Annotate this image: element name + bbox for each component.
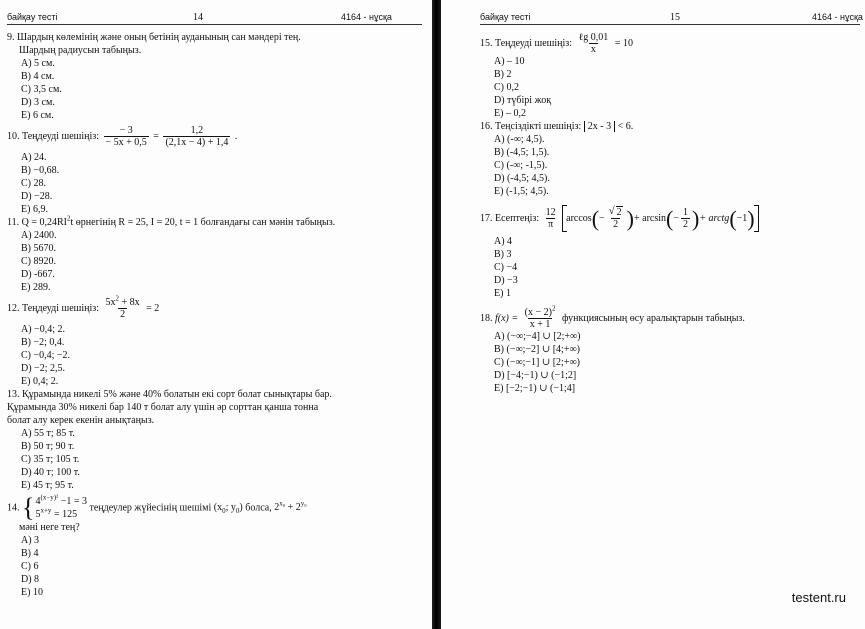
minus-sign: − [673,213,679,224]
sqrt-icon: √ [608,205,615,217]
option[interactable]: B) 2 [494,69,512,80]
option[interactable]: D) түбірі жоқ [494,95,552,106]
fraction-denominator: 2 [682,219,688,230]
pair-b: ; y [225,502,236,514]
subscript: 0 [235,507,240,516]
option[interactable]: E) (-1,5; 4,5). [494,186,549,197]
fraction-denominator: 2 [613,219,619,230]
option[interactable]: D) −3 [494,275,518,286]
fraction-denominator: (2,1x − 4) + 1,4 [165,137,229,148]
option[interactable]: C) 6 [21,561,39,572]
question-9-options [7,57,427,122]
fraction [523,304,558,330]
superscript: y₀ [300,499,307,508]
option[interactable]: A) (−∞;−4] ∪ [2;+∞) [494,331,581,342]
fraction-numerator: 1 [682,207,688,218]
question-18-tail: функциясының өсу аралықтарын табыңыз. [561,312,745,324]
option[interactable]: B) 4 см. [21,71,55,82]
fraction-numerator: 1,2 [190,125,204,136]
question-9-text-line1: 9. Шардың көлемінің және оның бетінің ауданының сан мәндері тең. [7,32,301,43]
question-13 [7,388,427,492]
option[interactable]: A) 55 т; 85 т. [21,428,75,439]
question-18-text [480,304,860,330]
question-13-text-line2: Құрамында 30% никелі бар 140 т болат алу үшін әр сорттан қанша тонна [7,402,319,413]
question-12 [7,294,427,388]
numerator-b: + 8x [119,297,140,308]
option[interactable]: A) – 10 [494,56,525,67]
option[interactable]: A) −0,4; 2. [21,324,65,335]
fraction-denominator: π [548,219,554,230]
question-14-bolsa: болса, [245,502,272,514]
option[interactable]: E) 6 см. [21,110,54,121]
arctg-argument: −1 [736,213,748,224]
question-10-options [7,151,427,216]
expr-b: + 2 [285,502,301,514]
option[interactable]: D) [−4;−1) ∪ (−1;2] [494,370,577,381]
paren-open: ( [591,205,600,231]
option[interactable]: A) 3 [21,535,40,546]
question-11-options [7,229,427,294]
superscript: x₀ [279,499,286,508]
question-14-number: 14. [7,502,20,514]
fraction [104,125,149,148]
option[interactable]: A) 4 [494,236,513,247]
fraction-numerator: 12 [545,207,556,218]
question-18-number: 18. [480,312,493,324]
option[interactable]: D) (-4,5; 4,5). [494,173,550,184]
minus-sign: − [599,213,605,224]
option[interactable]: E) 1 [494,288,511,299]
fraction [607,207,625,230]
question-13-options [7,427,427,492]
question-17-options [480,235,860,300]
option[interactable]: B) 3 [494,249,512,260]
question-17 [480,205,860,300]
question-14 [7,495,427,599]
question-16-text [480,120,860,133]
question-9-text-line2: Шардың радиусын табыңыз. [19,45,142,56]
right-page [441,0,865,629]
equals-sign: = [153,130,159,142]
question-12-text [7,294,427,320]
pair-c: ) [239,502,243,514]
question-18 [480,304,860,395]
option[interactable]: C) 8920. [21,256,56,267]
option[interactable]: B) (-4,5; 1,5). [494,147,550,158]
option[interactable]: C) 3,5 см. [21,84,62,95]
arctg-label: + arctg [699,213,730,224]
pair-a: (x [213,502,223,514]
option[interactable]: C) −0,4; −2. [21,350,71,361]
sys2-base: 5 [35,509,41,520]
target-expression [274,499,307,514]
question-13-text-line3: болат алу керек екенін анықтаңыз. [7,415,155,426]
period: . [234,130,238,142]
option[interactable]: A) (-∞; 4,5). [494,134,545,145]
option[interactable]: E) 289. [21,282,51,293]
question-16-prefix: 16. Теңсіздікті шешіңіз: [480,121,582,132]
option[interactable]: C) (−∞;−1] ∪ [2;+∞) [494,357,580,368]
right-page-number: 15 [670,12,680,23]
superscript: 2 [67,214,71,223]
question-10 [7,125,427,216]
question-9 [7,31,427,122]
square-bracket-group [562,205,758,232]
numerator-a: 5x [105,297,116,308]
paren-close: ) [626,205,634,231]
arcsin-label: + arcsin [633,213,667,224]
question-15-prefix: 15. Теңдеуді шешіңіз: [480,37,573,49]
option[interactable]: E) 45 т; 95 т. [21,480,74,491]
fraction [163,125,230,148]
option[interactable]: D) −28. [21,191,53,202]
square-root [609,207,623,218]
sys1-base: 4 [35,496,41,507]
absolute-value: 2x - 3 [584,121,615,132]
question-10-prefix: 10. Теңдеуді шешіңіз: [7,130,100,142]
expr-a: 2 [274,502,280,514]
numerator-a: (x − 2) [524,307,552,318]
option[interactable]: C) 28. [21,178,46,189]
brace-icon: { [22,493,35,522]
option[interactable]: E) 6,9. [21,204,48,215]
sys1-rest: −1 = 3 [58,496,87,507]
option[interactable]: E) – 0,2 [494,108,526,119]
option[interactable]: A) 5 см. [21,58,55,69]
right-header-variant: 4164 - нұсқа [812,12,863,22]
fraction-numerator [607,207,625,218]
sys2-rest: = 125 [51,509,78,520]
equation-system [22,495,87,521]
option[interactable]: A) 2400. [21,230,57,241]
subscript: 0 [222,507,226,516]
option[interactable]: A) 24. [21,152,47,163]
solution-pair [213,502,243,516]
question-16-rhs: < 6. [617,121,634,132]
option[interactable]: D) -667. [21,269,55,280]
watermark: testent.ru [791,590,846,605]
question-11 [7,216,427,294]
question-12-rhs: = 2 [146,302,160,314]
question-17-prefix: 17. Есептеңіз: [480,212,540,224]
option[interactable]: C) 0,2 [494,82,519,93]
paren-open: ( [666,205,674,231]
left-page-number: 14 [193,12,203,23]
fraction [577,32,611,55]
fraction-denominator: 2 [120,309,126,320]
option[interactable]: C) −4 [494,262,518,273]
question-15-rhs: = 10 [614,37,633,49]
question-10-text [7,125,427,148]
right-page-content [480,32,860,395]
question-15-options [480,55,860,120]
left-header-variant: 4164 - нұсқа [341,12,392,22]
option[interactable]: E) 10 [21,587,43,598]
question-11-text [7,216,427,229]
superscript: 2 [551,304,556,313]
left-header-title: байқау тесті [7,12,58,22]
superscript: 2 [115,294,120,303]
arccos-label: arccos [566,213,592,224]
option[interactable]: E) [−2;−1) ∪ (−1;4] [494,383,576,394]
option[interactable]: E) 0,4; 2. [21,376,59,387]
fraction [544,207,558,230]
option[interactable]: B) (−∞;−2] ∪ [4;+∞) [494,344,580,355]
question-16 [480,120,860,198]
question-15-text [480,32,860,55]
option[interactable]: C) 35 т; 105 т. [21,454,80,465]
question-18-options [480,330,860,395]
question-14-text-line2: мәні неге тең? [19,522,80,533]
paren-open: ( [729,205,737,231]
fraction [104,294,142,320]
option[interactable]: D) 3 см. [21,97,55,108]
question-14-options [7,534,427,599]
question-12-prefix: 12. Теңдеуді шешіңіз: [7,302,100,314]
option[interactable]: C) (-∞; -1,5). [494,160,548,171]
question-15 [480,32,860,120]
superscript: (x−y)² [40,493,59,502]
fraction-denominator: − 5x + 0,5 [105,137,147,148]
question-16-options [480,133,860,198]
paren-close: ) [747,205,755,231]
option[interactable]: D) 40 т; 100 т. [21,467,80,478]
left-page-content [7,31,427,599]
fraction [681,207,690,230]
system-lines [35,495,87,521]
book-spine [432,0,441,629]
option[interactable]: B) 50 т; 90 т. [21,441,75,452]
option[interactable]: B) 5670. [21,243,56,254]
right-header-title: байқау тесті [480,12,531,22]
fraction-numerator: ℓg 0,01 [578,32,609,43]
right-header-rule [480,24,860,25]
question-12-options [7,323,427,388]
fraction-numerator [523,304,558,318]
option[interactable]: B) −0,68. [21,165,60,176]
sqrt-radicand: 2 [616,207,622,218]
option[interactable]: B) −2; 0,4. [21,337,65,348]
option[interactable]: D) 8 [21,574,40,585]
paren-close: ) [691,205,700,231]
superscript: x+y [40,506,52,515]
left-page [0,0,432,629]
left-header-rule [7,24,422,25]
question-14-middle: теңдеулер жүйесінің шешімі [89,502,212,514]
question-11-text-b: t өрнегінің R = 25, I = 20, t = 1 болғандағы сан мәнін табыңыз. [70,217,336,228]
option[interactable]: D) −2; 2,5. [21,363,65,374]
fraction-denominator: x [590,44,596,55]
fraction-numerator [104,294,142,308]
fraction-numerator: − 3 [119,125,133,136]
question-17-text [480,205,860,232]
question-14-text [7,495,427,521]
system-line-2 [35,508,87,521]
function-label: f(x) = [495,312,519,324]
fraction-denominator: x + 1 [529,319,551,330]
option[interactable]: B) 4 [21,548,39,559]
question-13-text-line1: 13. Құрамында никелі 5% және 40% болатын екі сорт болат сынықтары бар. [7,389,332,400]
question-11-text-a: 11. Q = 0,24RI [7,217,67,228]
